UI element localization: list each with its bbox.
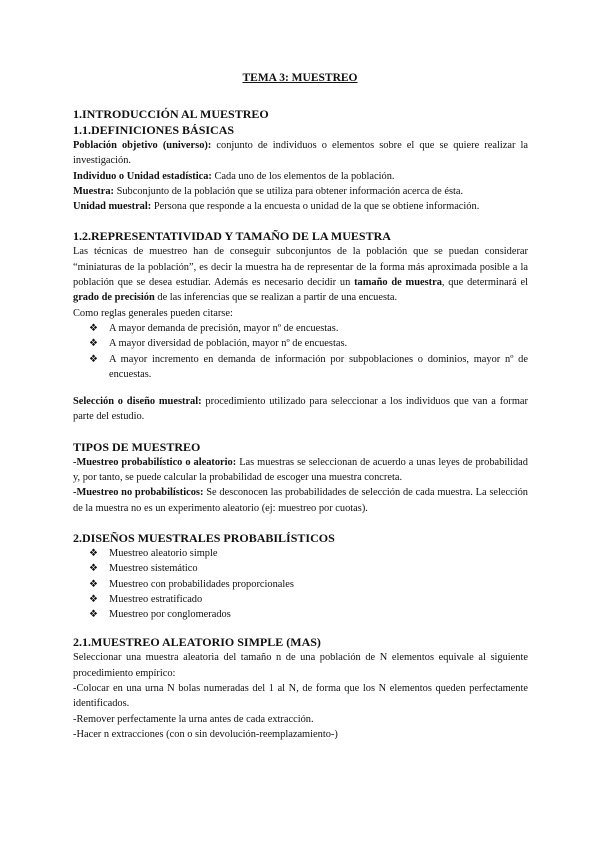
diamond-bullet-icon: ❖ (89, 609, 98, 621)
list-item: ❖ Muestreo por conglomerados (73, 607, 528, 622)
section-1-2-heading: 1.2.REPRESENTATIVIDAD Y TAMAÑO DE LA MUESTRA (73, 229, 391, 244)
list-item: ❖ Muestreo estratificado (73, 592, 528, 607)
list-item: ❖ Muestreo aleatorio simple (73, 546, 528, 561)
diamond-bullet-icon: ❖ (89, 547, 98, 559)
section-2-1-heading: 2.1.MUESTREO ALEATORIO SIMPLE (MAS) (73, 635, 321, 650)
list-item: ❖ A mayor diversidad de población, mayor nº de encuestas. (73, 336, 528, 351)
sampling-types-heading: TIPOS DE MUESTREO (73, 439, 201, 454)
mas-paragraph: Seleccionar una muestra aleatoria del tamaño n de una población de N elementos equivale al siguiente procedimiento empírico: (73, 652, 528, 679)
diamond-bullet-icon: ❖ (89, 593, 98, 605)
selection-definition: Selección o diseño muestral: procedimiento utilizado para seleccionar a los individuos que van a formar parte del estudio. (73, 396, 528, 423)
mas-step: -Hacer n extracciones (con o sin devolución-reemplazamiento-) (73, 728, 338, 740)
definition-sampling-unit: Unidad muestral: Persona que responde a la encuesta o unidad de la que se obtiene información. (73, 201, 480, 213)
diamond-bullet-icon: ❖ (89, 322, 98, 334)
diamond-bullet-icon: ❖ (89, 563, 98, 575)
list-item: ❖ Muestreo sistemático (73, 561, 528, 576)
diamond-bullet-icon: ❖ (89, 578, 98, 590)
probabilistic-sampling: -Muestreo probabilístico o aleatorio: Las muestras se seleccionan de acuerdo a unas leyes de probabilidad y, por tanto, se puede calcular la probabilidad de escoger una muestra concreta. (73, 456, 528, 484)
section-1-heading: 1.INTRODUCCIÓN AL MUESTREO (73, 107, 269, 121)
definition-individual: Individuo o Unidad estadística: Cada uno de los elementos de la población. (73, 170, 395, 182)
mas-step: -Remover perfectamente la urna antes de cada extracción. (73, 713, 314, 725)
diamond-bullet-icon: ❖ (89, 353, 98, 365)
list-item: ❖ A mayor incremento en demanda de información por subpoblaciones o dominios, mayor nº de encuestas. (89, 353, 528, 380)
non-probabilistic-sampling: -Muestreo no probabilísticos: Se desconocen las probabilidades de selección de cada muestra. La selección de la muestra no es un experimento aleatorio (ej: muestreo por cuotas). (73, 487, 529, 514)
section-2-heading: 2.DISEÑOS MUESTRALES PROBABILÍSTICOS (73, 530, 335, 545)
document-body (73, 106, 528, 742)
document-title: TEMA 3: MUESTREO (242, 72, 358, 84)
mas-step: -Colocar en una urna N bolas numeradas del 1 al N, de forma que los N elementos queden perfectamente identificados. (73, 683, 528, 710)
rules-intro: Como reglas generales pueden citarse: (73, 307, 233, 319)
section-1-1-heading: 1.1.DEFINICIONES BÁSICAS (73, 123, 235, 137)
diamond-bullet-icon: ❖ (89, 338, 98, 350)
list-item: ❖ A mayor demanda de precisión, mayor nº de encuestas. (73, 321, 528, 336)
representativity-paragraph: Las técnicas de muestreo han de conseguir subconjuntos de la población que se puedan considerar “miniaturas de la población”, es decir la muestra ha de representar de la forma más aproximada posible a la población que se desea estudiar. Además es necesario decidir un tamaño de muestra, que determinará el grado de precisión de las inferencias que se realizan a partir de una encuesta. (73, 246, 528, 304)
definition-population: Población objetivo (universo): conjunto de individuos o elementos sobre el que se quiere realizar la investigación. (73, 140, 528, 167)
list-item: ❖ Muestreo con probabilidades proporcionales (73, 577, 528, 592)
definition-sample: Muestra: Subconjunto de la población que se utiliza para obtener información acerca de ésta. (73, 185, 464, 197)
